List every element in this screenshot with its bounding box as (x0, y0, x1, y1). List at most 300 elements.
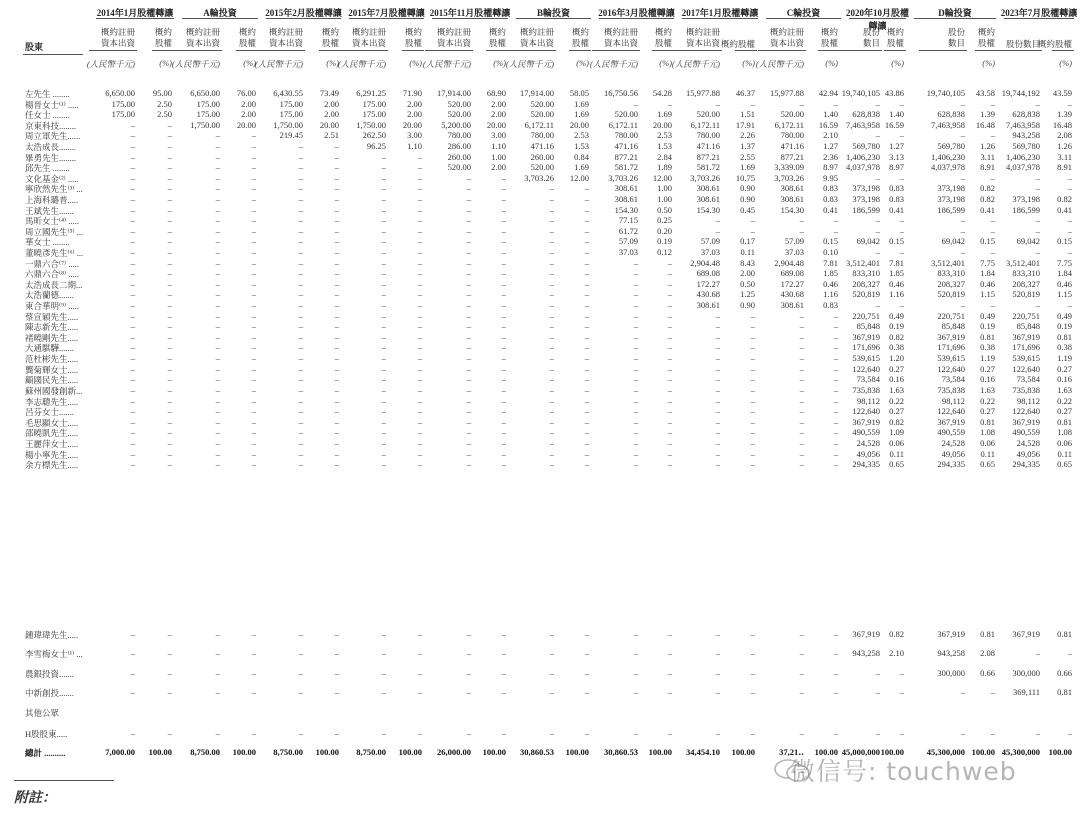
equity-percent-cell: – (167, 183, 172, 194)
equity-percent-cell: 2.36 (823, 151, 838, 162)
equity-percent-cell: 2.00 (407, 98, 422, 109)
equity-percent-cell: 42.94 (818, 88, 838, 98)
percent-unit-label: (%) (326, 58, 339, 68)
capital-column-header: 股份 數目 (862, 27, 880, 48)
equity-percent-cell: – (667, 459, 672, 470)
capital-unit-label: (人民幣千元) (671, 59, 720, 69)
capital-unit-label: (人民幣千元) (254, 59, 303, 69)
capital-value-cell: – (633, 668, 638, 678)
equity-percent-cell: – (251, 130, 256, 141)
capital-value-cell: – (466, 289, 471, 300)
capital-value-cell: 539,615 (1012, 353, 1040, 364)
capital-value-cell: – (466, 384, 471, 395)
column-group-header: 2016年3月股權轉讓 (598, 8, 675, 18)
capital-value-cell: – (549, 300, 554, 311)
equity-percent-cell: – (334, 448, 339, 459)
capital-value-cell: 367,919 (1012, 331, 1040, 342)
equity-percent-cell: – (417, 648, 422, 658)
capital-value-cell: – (549, 183, 554, 194)
capital-value-cell: – (215, 289, 220, 300)
equity-column-header: 概約 股權 (571, 27, 589, 48)
equity-percent-cell: 2.10 (889, 648, 904, 658)
capital-value-cell: 539,615 (852, 353, 880, 364)
equity-percent-cell: – (584, 204, 589, 215)
capital-value-cell: 780.00 (780, 130, 804, 141)
capital-value-cell: 689.08 (780, 268, 804, 279)
equity-percent-cell: 3.00 (491, 130, 506, 141)
capital-value-cell: – (381, 162, 386, 173)
capital-value-cell: 7,463,958 (931, 119, 965, 130)
capital-value-cell: 520.00 (447, 109, 471, 120)
capital-value-cell: – (715, 448, 720, 459)
capital-value-cell: – (130, 629, 135, 639)
capital-value-cell: 3,703.26 (608, 172, 638, 183)
capital-value-cell: 3,512,401 (1006, 257, 1040, 268)
equity-percent-cell: – (750, 331, 755, 342)
capital-value-cell: – (381, 395, 386, 406)
capital-value-cell: – (466, 225, 471, 236)
capital-value-cell: 1,406,230 (931, 151, 965, 162)
capital-value-cell: 833,310 (852, 268, 880, 279)
capital-value-cell: 3,703.26 (690, 172, 720, 183)
equity-percent-cell: – (251, 648, 256, 658)
capital-value-cell: 45,300,000 (926, 747, 965, 757)
capital-value-cell: – (715, 363, 720, 374)
equity-percent-cell: – (990, 215, 995, 226)
capital-value-cell: – (381, 331, 386, 342)
capital-value-cell: – (549, 687, 554, 697)
capital-value-cell: 208,327 (852, 278, 880, 289)
capital-value-cell: – (549, 459, 554, 470)
shareholder-name: 董曉彥先生⁽⁶⁾ ... (25, 248, 84, 259)
equity-percent-cell: 0.06 (980, 437, 995, 448)
capital-value-cell: – (130, 427, 135, 438)
capital-value-cell: – (633, 310, 638, 321)
equity-percent-cell: – (833, 448, 838, 459)
capital-value-cell: 24,528 (856, 437, 880, 448)
capital-value-cell: – (549, 728, 554, 738)
capital-value-cell: – (298, 427, 303, 438)
capital-value-cell: – (549, 668, 554, 678)
equity-percent-cell: – (501, 321, 506, 332)
capital-value-cell: 520.00 (530, 162, 554, 173)
capital-value-cell: 735,838 (937, 384, 965, 395)
shareholder-name: 蔡宣穎先生..... (25, 311, 79, 322)
capital-value-cell: – (381, 300, 386, 311)
equity-percent-cell: – (334, 353, 339, 364)
equity-percent-cell: – (584, 321, 589, 332)
capital-value-cell: – (633, 459, 638, 470)
capital-value-cell: – (1035, 247, 1040, 258)
equity-percent-cell: – (417, 257, 422, 268)
capital-value-cell: – (799, 215, 804, 226)
capital-value-cell: – (130, 289, 135, 300)
capital-value-cell: – (715, 310, 720, 321)
capital-value-cell: 122,640 (1012, 363, 1040, 374)
capital-value-cell: – (466, 257, 471, 268)
column-group-rule (849, 18, 906, 19)
equity-percent-cell: – (501, 363, 506, 374)
equity-percent-cell: 0.16 (889, 374, 904, 385)
equity-percent-cell: – (667, 416, 672, 427)
equity-percent-cell: – (501, 437, 506, 448)
capital-value-cell: 219.45 (279, 130, 303, 141)
equity-percent-cell: – (334, 416, 339, 427)
capital-value-cell: – (298, 204, 303, 215)
capital-value-cell: – (960, 728, 965, 738)
capital-value-cell: 520,819 (852, 289, 880, 300)
capital-value-cell: 628,838 (1012, 109, 1040, 120)
equity-percent-cell: 0.41 (823, 204, 838, 215)
equity-percent-cell: – (501, 395, 506, 406)
capital-value-cell: 373,198 (852, 194, 880, 205)
equity-percent-cell: 1.10 (491, 141, 506, 152)
shareholder-column-header: 股東 (25, 42, 44, 52)
column-group-header: 2015年7月股權轉讓 (348, 8, 425, 18)
capital-value-cell: – (466, 374, 471, 385)
equity-percent-cell: – (417, 342, 422, 353)
capital-value-cell: – (549, 353, 554, 364)
equity-percent-cell: – (667, 363, 672, 374)
equity-percent-cell: 0.10 (823, 247, 838, 258)
shareholder-name: H股股東..... (25, 729, 68, 739)
equity-percent-cell: – (167, 629, 172, 639)
capital-value-cell: – (1035, 172, 1040, 183)
capital-value-cell: 520.00 (530, 98, 554, 109)
shareholder-name: 太浩成長二期... (25, 279, 83, 290)
capital-value-cell: – (466, 215, 471, 226)
subheader-rule (340, 50, 388, 51)
capital-value-cell: – (633, 268, 638, 279)
capital-value-cell: – (215, 300, 220, 311)
equity-percent-cell: – (501, 384, 506, 395)
equity-percent-cell: – (251, 257, 256, 268)
capital-value-cell: – (633, 427, 638, 438)
shareholder-name: 農銀投資....... (25, 669, 74, 679)
shareholder-name: 周立國先生⁽⁵⁾ ... (25, 226, 84, 237)
equity-percent-cell: – (334, 289, 339, 300)
capital-value-cell: – (298, 194, 303, 205)
capital-value-cell: – (298, 374, 303, 385)
capital-value-cell: 471.16 (614, 141, 638, 152)
capital-value-cell: – (549, 406, 554, 417)
equity-percent-cell: – (334, 728, 339, 738)
capital-value-cell: – (381, 728, 386, 738)
capital-value-cell: – (381, 353, 386, 364)
capital-value-cell: 73,584 (1016, 374, 1040, 385)
equity-percent-cell: – (167, 162, 172, 173)
capital-value-cell: – (466, 427, 471, 438)
equity-percent-cell: – (990, 300, 995, 311)
capital-value-cell: – (381, 172, 386, 183)
capital-value-cell: 367,919 (1012, 629, 1040, 639)
capital-value-cell: 34,454.10 (686, 747, 720, 757)
capital-value-cell: – (466, 310, 471, 321)
equity-percent-cell: 1.63 (889, 384, 904, 395)
capital-value-cell: 430.68 (780, 289, 804, 300)
equity-percent-cell: 43.58 (975, 88, 995, 98)
equity-percent-cell: 0.38 (980, 342, 995, 353)
equity-percent-cell: 2.51 (324, 130, 339, 141)
equity-percent-cell: – (990, 687, 995, 697)
equity-percent-cell: 0.41 (1057, 204, 1072, 215)
equity-percent-cell: – (167, 204, 172, 215)
equity-percent-cell: – (584, 300, 589, 311)
equity-percent-cell: – (1067, 215, 1072, 226)
capital-value-cell: 520,819 (937, 289, 965, 300)
equity-percent-cell: – (167, 278, 172, 289)
equity-percent-cell: – (417, 384, 422, 395)
capital-value-cell: – (298, 300, 303, 311)
equity-percent-cell: 3.11 (980, 151, 995, 162)
equity-percent-cell: – (501, 268, 506, 279)
capital-value-cell: – (799, 648, 804, 658)
capital-value-cell: – (875, 728, 880, 738)
capital-value-cell: – (381, 437, 386, 448)
equity-percent-cell: – (417, 321, 422, 332)
equity-percent-cell: – (167, 363, 172, 374)
capital-value-cell: – (466, 300, 471, 311)
equity-percent-cell: 0.17 (740, 236, 755, 247)
equity-percent-cell: – (833, 437, 838, 448)
capital-value-cell: 19,740,105 (841, 88, 880, 98)
equity-percent-cell: 0.20 (657, 225, 672, 236)
capital-value-cell: – (466, 648, 471, 658)
capital-value-cell: – (799, 668, 804, 678)
capital-value-cell: 689.08 (696, 268, 720, 279)
equity-percent-cell: – (251, 215, 256, 226)
equity-percent-cell: – (251, 353, 256, 364)
capital-value-cell: – (215, 215, 220, 226)
equity-percent-cell: 0.15 (823, 236, 838, 247)
capital-value-cell: 373,198 (852, 183, 880, 194)
capital-value-cell: – (215, 310, 220, 321)
equity-percent-cell: – (750, 416, 755, 427)
capital-value-cell: – (799, 395, 804, 406)
equity-percent-cell: – (584, 687, 589, 697)
shareholder-name: 李志聰先生..... (25, 396, 79, 407)
capital-value-cell: 520.00 (696, 109, 720, 120)
equity-percent-cell: 1.85 (823, 268, 838, 279)
equity-percent-cell: 100.00 (482, 747, 506, 757)
capital-value-cell: – (633, 648, 638, 658)
capital-value-cell: – (215, 342, 220, 353)
capital-value-cell: – (715, 374, 720, 385)
subheader-rule (236, 50, 258, 51)
equity-percent-cell: 0.81 (1057, 416, 1072, 427)
equity-percent-cell: – (584, 257, 589, 268)
capital-value-cell: – (466, 728, 471, 738)
capital-value-cell: – (298, 384, 303, 395)
equity-percent-cell: 2.10 (823, 130, 838, 141)
equity-percent-cell: – (833, 374, 838, 385)
equity-percent-cell: 0.46 (823, 278, 838, 289)
equity-percent-cell: – (251, 342, 256, 353)
equity-percent-cell: – (334, 183, 339, 194)
equity-percent-cell: 2.00 (241, 98, 256, 109)
equity-percent-cell: – (584, 225, 589, 236)
equity-percent-cell: – (667, 310, 672, 321)
equity-percent-cell: – (667, 384, 672, 395)
percent-unit-label: (%) (243, 58, 256, 68)
capital-value-cell: – (960, 300, 965, 311)
equity-percent-cell: – (167, 141, 172, 152)
equity-percent-cell: 43.86 (884, 88, 904, 98)
capital-value-cell: – (381, 204, 386, 215)
capital-value-cell: 122,640 (852, 363, 880, 374)
equity-percent-cell: – (899, 130, 904, 141)
capital-value-cell: – (381, 289, 386, 300)
capital-value-cell: 61.72 (618, 225, 638, 236)
subheader-rule (402, 50, 424, 51)
equity-percent-cell: 2.26 (740, 130, 755, 141)
capital-value-cell: 49,056 (1016, 448, 1040, 459)
capital-value-cell: 1,406,230 (846, 151, 880, 162)
equity-percent-cell: – (334, 236, 339, 247)
subheader-rule (758, 50, 806, 51)
capital-value-cell: 367,919 (852, 416, 880, 427)
capital-value-cell: 175.00 (279, 98, 303, 109)
equity-percent-cell: – (1067, 300, 1072, 311)
capital-value-cell: – (298, 687, 303, 697)
subheader-rule (652, 50, 674, 51)
capital-unit-label: (人民幣千元) (755, 59, 804, 69)
capital-value-cell: – (799, 629, 804, 639)
capital-value-cell: – (715, 459, 720, 470)
equity-percent-cell: – (167, 459, 172, 470)
subheader-rule (834, 50, 882, 51)
equity-percent-cell: 16.48 (975, 119, 995, 130)
equity-percent-cell: – (990, 728, 995, 738)
equity-percent-cell: 0.22 (889, 395, 904, 406)
capital-value-cell: 45,000,000 (841, 747, 880, 757)
subheader-rule (425, 50, 473, 51)
capital-value-cell: 308.61 (614, 194, 638, 205)
capital-value-cell: – (549, 374, 554, 385)
capital-value-cell: – (215, 416, 220, 427)
column-group-header: 2017年1月股權轉讓 (681, 8, 759, 18)
capital-value-cell: 171,696 (852, 342, 880, 353)
equity-percent-cell: 12.00 (569, 172, 589, 183)
capital-value-cell: – (381, 687, 386, 697)
equity-percent-cell: – (501, 172, 506, 183)
capital-value-cell: – (381, 448, 386, 459)
equity-percent-cell: 0.82 (889, 416, 904, 427)
equity-percent-cell: – (667, 321, 672, 332)
column-group-header: 2023年7月股權轉讓 (1000, 8, 1078, 18)
capital-value-cell: – (215, 331, 220, 342)
equity-percent-cell: – (750, 629, 755, 639)
capital-value-cell: – (298, 257, 303, 268)
capital-value-cell: – (715, 384, 720, 395)
equity-percent-cell: 0.83 (889, 194, 904, 205)
capital-value-cell: – (960, 98, 965, 109)
equity-percent-cell: – (584, 406, 589, 417)
equity-percent-cell: – (750, 374, 755, 385)
equity-percent-cell: 0.49 (980, 310, 995, 321)
equity-percent-cell: – (334, 204, 339, 215)
equity-percent-cell: – (750, 648, 755, 658)
equity-percent-cell: – (251, 289, 256, 300)
capital-value-cell: 49,056 (856, 448, 880, 459)
capital-value-cell: 6,172.11 (524, 119, 554, 130)
equity-percent-cell: 0.66 (980, 668, 995, 678)
equity-percent-cell: – (750, 98, 755, 109)
equity-percent-cell: – (833, 225, 838, 236)
capital-value-cell: – (875, 247, 880, 258)
capital-value-cell: 186,599 (1012, 204, 1040, 215)
percent-unit-label: (%) (1059, 58, 1072, 68)
equity-percent-cell: – (417, 310, 422, 321)
equity-percent-cell: 1.69 (657, 109, 672, 120)
equity-percent-cell: – (334, 310, 339, 321)
shareholder-name: 華女士 ........ (25, 237, 70, 248)
equity-percent-cell: 100.00 (1048, 747, 1072, 757)
capital-value-cell: – (130, 236, 135, 247)
subheader-rule (319, 50, 341, 51)
equity-percent-cell: 0.65 (980, 459, 995, 470)
capital-value-cell: – (633, 98, 638, 109)
capital-value-cell: 69,042 (856, 236, 880, 247)
equity-percent-cell: – (251, 310, 256, 321)
shareholder-name: 周立軍先生...... (25, 131, 81, 142)
capital-value-cell: – (799, 353, 804, 364)
equity-percent-cell: – (334, 194, 339, 205)
shareholder-name: 褚曉剛先生..... (25, 332, 79, 343)
capital-value-cell: – (715, 687, 720, 697)
equity-percent-cell: – (251, 151, 256, 162)
equity-percent-cell: – (501, 331, 506, 342)
equity-percent-cell: 0.84 (574, 151, 589, 162)
equity-percent-cell: 100.00 (731, 747, 755, 757)
equity-percent-cell: 1.19 (1057, 353, 1072, 364)
capital-value-cell: – (715, 395, 720, 406)
capital-value-cell: 85,848 (1016, 321, 1040, 332)
column-group-header: C輪投資 (786, 8, 821, 18)
capital-column-header: 股份數目 (1005, 39, 1040, 49)
capital-value-cell: – (298, 268, 303, 279)
capital-value-cell: – (549, 278, 554, 289)
capital-value-cell: 15,977.88 (770, 88, 804, 98)
subheader-rule (919, 50, 967, 51)
capital-value-cell: 539,615 (937, 353, 965, 364)
equity-percent-cell: – (750, 427, 755, 438)
equity-percent-cell: 1.63 (1057, 384, 1072, 395)
shareholder-name: 顧國民先生..... (25, 375, 79, 386)
capital-value-cell: – (549, 204, 554, 215)
equity-percent-cell: – (251, 363, 256, 374)
capital-value-cell: – (381, 459, 386, 470)
equity-percent-cell: 43.59 (1052, 88, 1072, 98)
capital-value-cell: – (381, 194, 386, 205)
equity-percent-cell: 1.53 (574, 141, 589, 152)
equity-percent-cell: 2.00 (241, 109, 256, 120)
capital-value-cell: 122,640 (937, 406, 965, 417)
equity-percent-cell: – (167, 247, 172, 258)
capital-value-cell: 735,838 (852, 384, 880, 395)
capital-value-cell: 98,112 (1016, 395, 1040, 406)
capital-value-cell: 37.03 (700, 247, 720, 258)
equity-percent-cell: 1.00 (657, 194, 672, 205)
capital-value-cell: – (215, 437, 220, 448)
equity-percent-cell: – (833, 459, 838, 470)
capital-value-cell: – (215, 162, 220, 173)
capital-value-cell: 520.00 (447, 162, 471, 173)
equity-percent-cell: – (899, 668, 904, 678)
equity-percent-cell: 0.38 (889, 342, 904, 353)
capital-value-cell: 308.61 (696, 183, 720, 194)
capital-value-cell: 220,751 (937, 310, 965, 321)
